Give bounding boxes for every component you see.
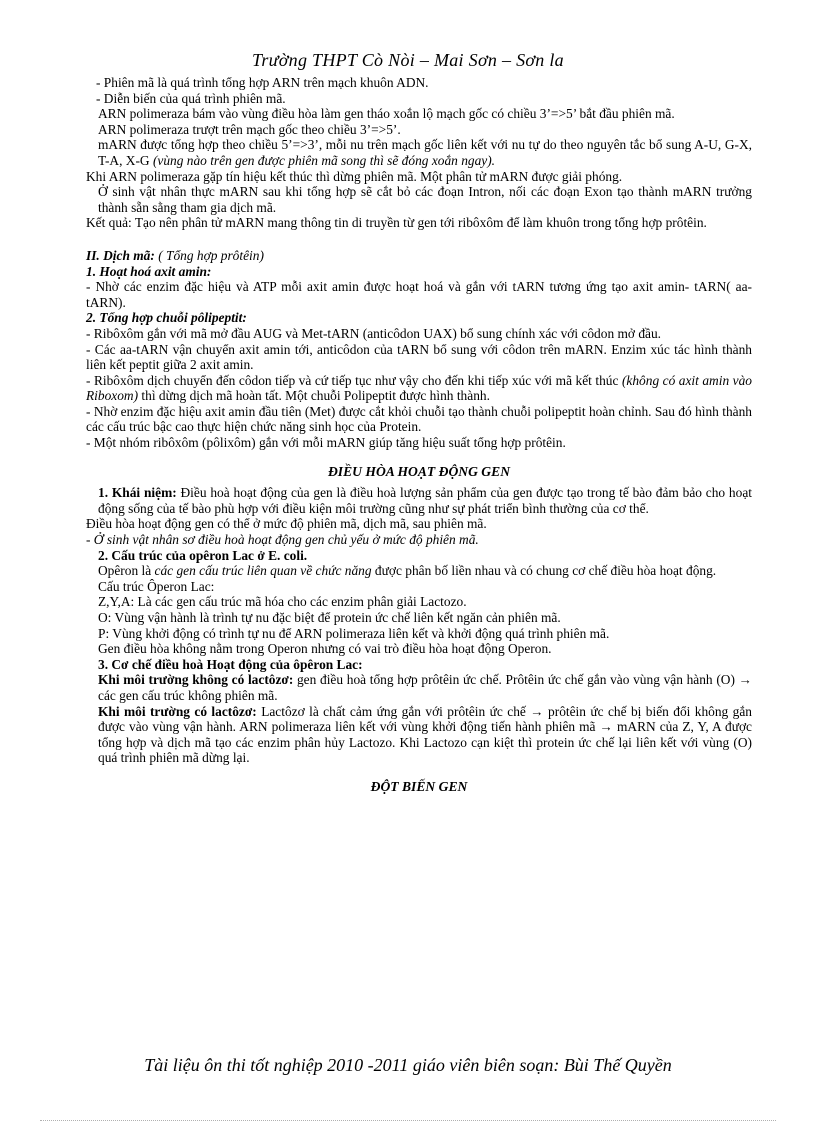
- text-run: Lactôzơ là chất cảm ứng gắn với prôtêin ức chế → prôtêin ức chế bị biến đổi không gắn được vào vùng vận hành. ARN polimeraza liên kết với vùng khởi động tiến hành phiên mã → mARN của Z, Y, A được tổng hợp và dịch mã tạo các enzim phân hủy Lactozo. Khi Lactozo cạn kiệt thì protein ức chế lại liên kết với vùng (O) quá trình phiên mã dừng lại.: [98, 703, 752, 766]
- paragraph-label: 2. Cấu trúc của opêron Lac ở E. coli.: [98, 547, 308, 563]
- translation-line: [86, 373, 752, 404]
- regulation-line: Z,Y,A: Là các gen cấu trúc mã hóa cho các enzim phân giải Lactozo.: [98, 594, 467, 610]
- transcription-result: Kết quả: Tạo nên phân tử mARN mang thông tin di truyền từ gen tới ribôxôm để làm khuôn trong tổng hợp prôtêin.: [86, 215, 707, 231]
- text-run: thì dừng dịch mã hoàn tất. Một chuỗi Polipeptit được hình thành.: [141, 388, 490, 404]
- regulation-paragraph: [86, 672, 752, 703]
- page-footer: Tài liệu ôn thi tốt nghiệp 2010 -2011 giáo viên biên soạn: Bùi Thế Quyền: [144, 1055, 672, 1075]
- regulation-line: Gen điều hòa không nằm trong Operon nhưng có vai trò điều hòa hoạt động Operon.: [98, 641, 552, 657]
- subsection-title: 2. Tổng hợp chuỗi pôlipeptit:: [86, 310, 247, 326]
- transcription-line: [86, 137, 752, 168]
- heading-italic: ( Tổng hợp prôtêin): [158, 247, 264, 263]
- text-run-italic: (vùng nào trên gen được phiên mã song thì sẽ đóng xoắn ngay).: [152, 152, 496, 168]
- section-heading: [86, 248, 752, 264]
- regulation-paragraph: [86, 485, 752, 516]
- regulation-line: [86, 563, 752, 579]
- spacer: [86, 231, 752, 248]
- transcription-line: Ở sinh vật nhân thực mARN sau khi tổng hợp sẽ cắt bỏ các đoạn Intron, nối các đoạn Exon tạo thành mARN trưởng thành sẵn sằng tham gia dịch mã.: [98, 184, 752, 215]
- text-run: được phân bố liền nhau và có chung cơ chế điều hòa hoạt động.: [374, 563, 717, 579]
- text-run: mARN được tổng hợp theo chiều 5’=>3’, mỗi nu trên mạch gốc liên kết với nu tự do theo nguyên tắc bổ sung A-U, G-X, T-A, X-G: [98, 137, 752, 168]
- text-run: - Ribôxôm dịch chuyển đến côdon tiếp và cứ tiếp tục như vậy cho đến khi tiếp xúc với mã kết thúc: [86, 372, 619, 388]
- translation-line: - Các aa-tARN vận chuyển axit amin tới, anticôdon của tARN bổ sung với côdon trên mARN. Enzim xúc tác hình thành liên kết peptit giữa 2 axit amin.: [86, 341, 752, 373]
- translation-line: - Nhờ các enzim đặc hiệu và ATP mỗi axit amin được hoạt hoá và gắn với tARN tương ứng tạo axit amin- tARN( aa- tARN).: [86, 279, 752, 310]
- regulation-line: Cấu trúc Ôperon Lac:: [98, 578, 215, 594]
- footer-divider: [40, 1120, 776, 1121]
- text-run: gen điều hoà tổng hợp prôtêin ức chế. Prôtêin ức chế gắn vào vùng vận hành (O) → các gen cấu trúc không phiên mã.: [98, 672, 752, 703]
- regulation-paragraph: [86, 704, 752, 766]
- paragraph-label: 3. Cơ chế điều hoà Hoạt động của ôpêron Lac:: [98, 656, 363, 672]
- paragraph-label: Khi môi trường có lactôzơ:: [98, 703, 257, 719]
- section-title: ĐIỀU HÒA HOẠT ĐỘNG GEN: [327, 463, 511, 479]
- transcription-line: Khi ARN polimeraza gặp tín hiệu kết thúc thì dừng phiên mã. Một phân tử mARN được giải phóng.: [86, 168, 623, 184]
- text-run-italic: các gen cấu trúc liên quan về chức năng: [154, 563, 372, 579]
- transcription-line: - Diễn biến của quá trình phiên mã.: [96, 90, 286, 106]
- text-run-italic: (không có axit amin vào Riboxom): [86, 372, 752, 404]
- paragraph-label: Khi môi trường không có lactôzơ:: [98, 672, 294, 688]
- regulation-line: O: Vùng vận hành là trình tự nu đặc biệt để protein ức chế liên kết ngăn cản phiên mã.: [98, 610, 561, 625]
- page-header: Trường THPT Cò Nòi – Mai Sơn – Sơn la: [252, 50, 564, 70]
- transcription-line: ARN polimeraza bám vào vùng điều hòa làm gen tháo xoắn lộ mạch gốc có chiều 3’=>5’ bắt đầu phiên mã.: [98, 106, 675, 122]
- heading-bold: II. Dịch mã:: [86, 247, 155, 263]
- regulation-line: P: Vùng khởi động có trình tự nu để ARN polimeraza liên kết và khởi động quá trình phiên mã.: [98, 625, 610, 641]
- transcription-line: - Phiên mã là quá trình tổng hợp ARN trên mạch khuôn ADN.: [96, 75, 429, 90]
- text-run: Opêron là: [98, 563, 152, 579]
- regulation-line: Điều hòa hoạt động gen có thể ở mức độ phiên mã, dịch mã, sau phiên mã.: [86, 516, 487, 532]
- translation-line: - Một nhóm ribôxôm (pôlixôm) gắn với mỗi mARN giúp tăng hiệu suất tổng hợp prôtêin.: [86, 435, 566, 451]
- paragraph-label: 1. Khái niệm:: [98, 485, 177, 501]
- subsection-title: 1. Hoạt hoá axit amin:: [86, 263, 212, 279]
- transcription-line: ARN polimeraza trượt trên mạch gốc theo chiều 3’=>5’.: [98, 121, 401, 137]
- translation-line: - Ribôxôm gắn với mã mở đầu AUG và Met-tARN (anticôdon UAX) bổ sung chính xác với côdon mở đầu.: [86, 325, 662, 341]
- translation-line: - Nhờ enzim đặc hiệu axit amin đầu tiên (Met) được cắt khỏi chuỗi tạo thành chuỗi polipeptit hoàn chỉnh. Sau đó hình thành các cấu trúc bậc cao thực hiện chức năng sinh học của Protein.: [86, 403, 752, 435]
- section-title: ĐỘT BIẾN GEN: [370, 778, 468, 794]
- document-body: [86, 75, 752, 801]
- text-run: Điều hoà hoạt động của gen là điều hoà lượng sản phẩm của gen được tạo trong tế bào đảm bảo cho hoạt động sống của tế bào phù hợp với điều kiện môi trường cũng như sự phát triển bình thường của cơ thể.: [98, 485, 752, 516]
- regulation-line: - Ở sinh vật nhân sơ điều hoà hoạt động gen chủ yếu ở mức độ phiên mã.: [86, 532, 479, 548]
